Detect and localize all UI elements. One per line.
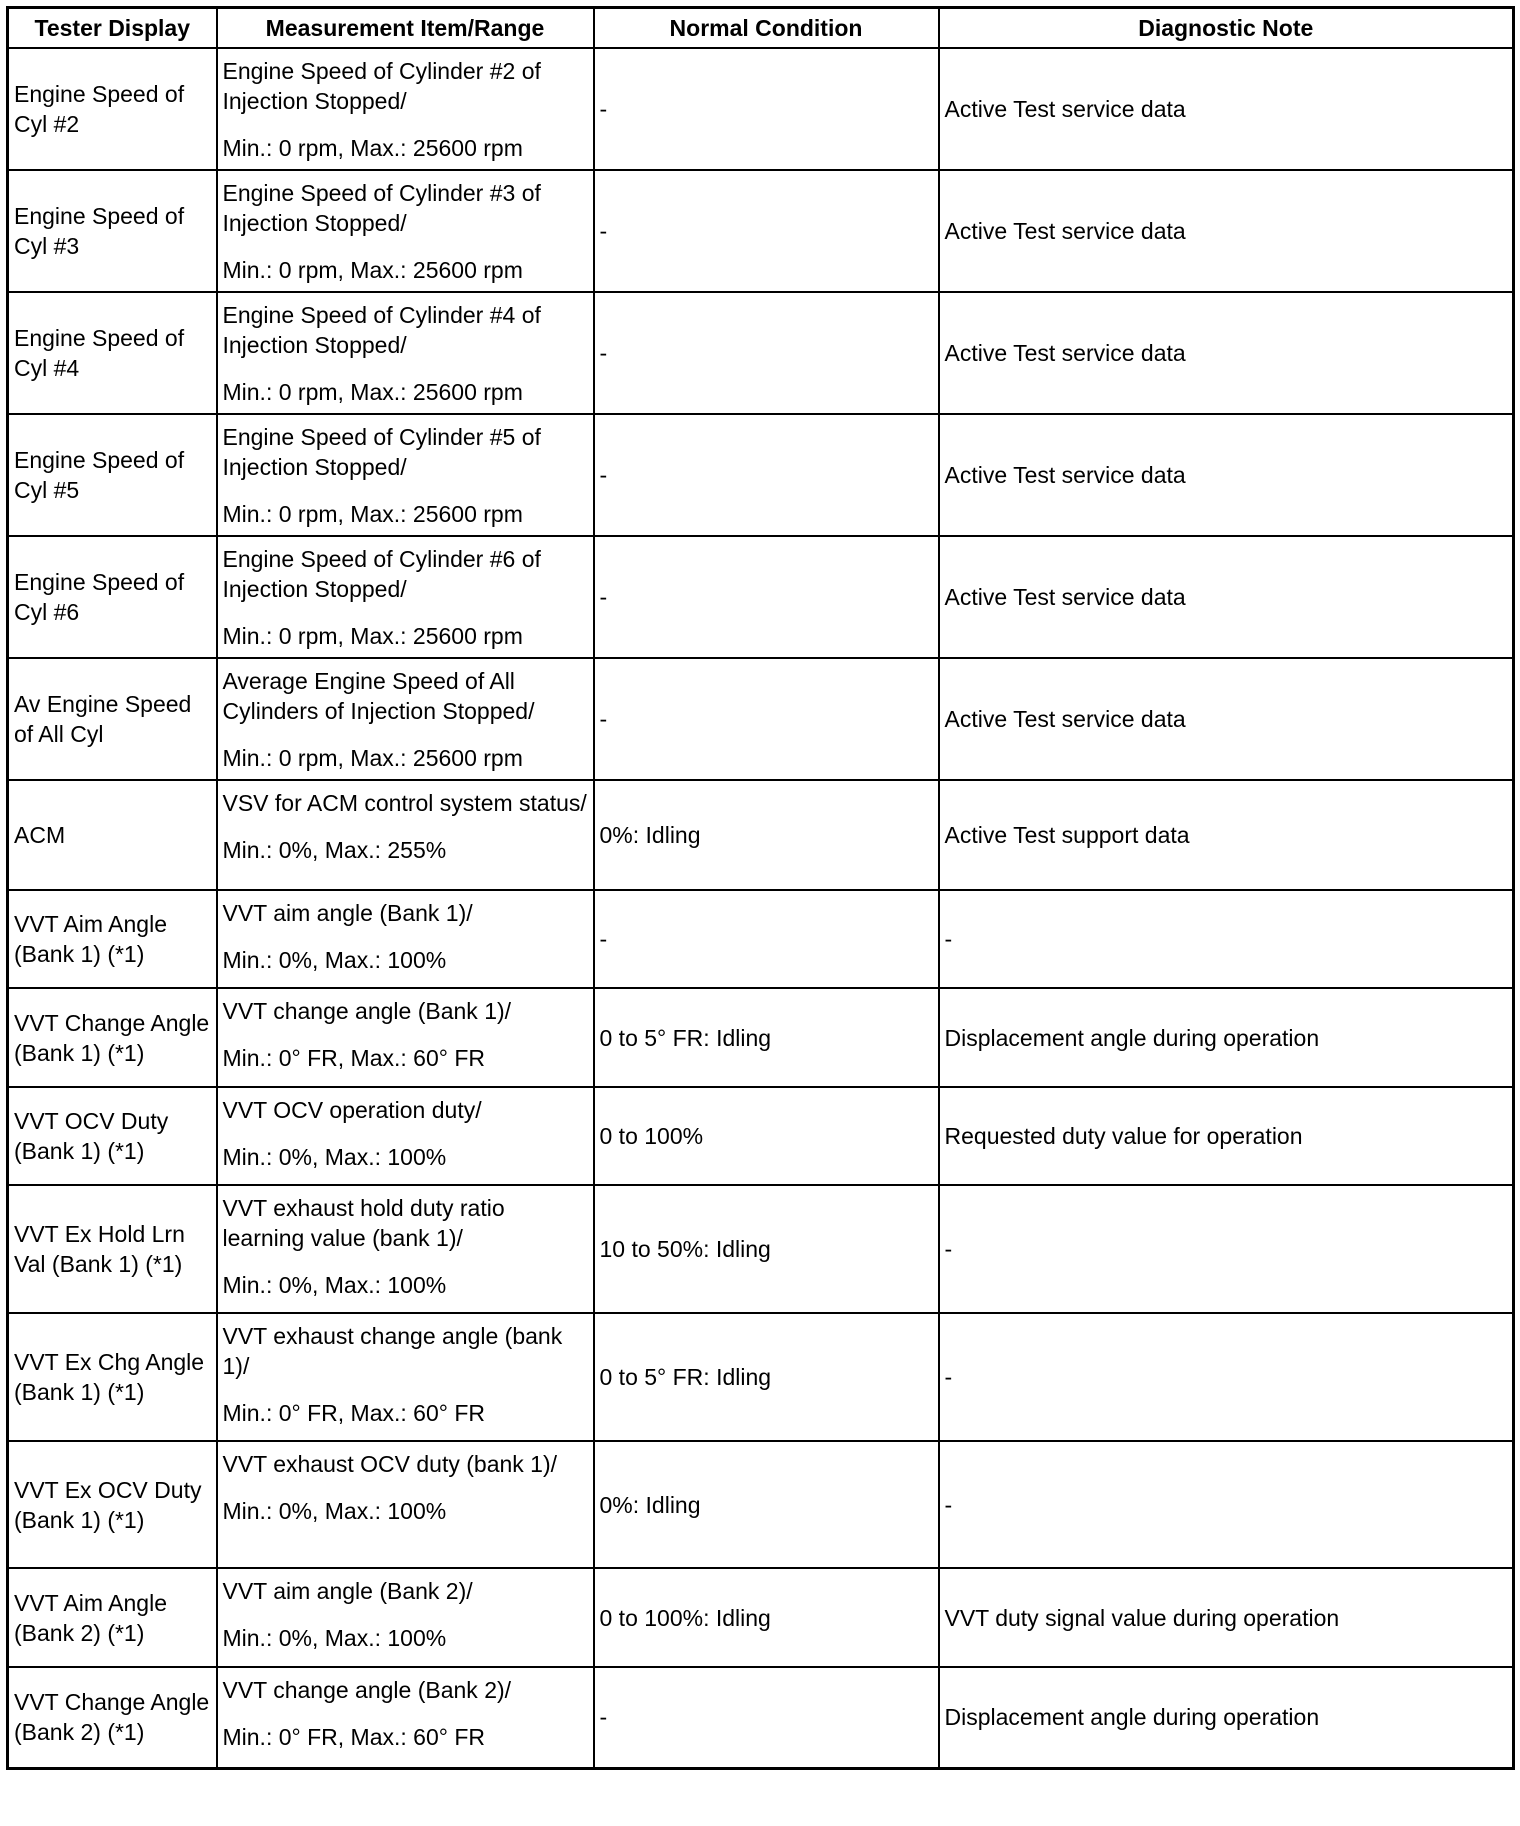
normal-condition-cell: - bbox=[594, 170, 939, 292]
measurement-range: Min.: 0° FR, Max.: 60° FR bbox=[222, 1724, 486, 1750]
measurement-cell bbox=[217, 988, 594, 1087]
diagnostic-note-cell: Displacement angle during operation bbox=[939, 988, 1514, 1087]
table-row bbox=[8, 292, 1514, 414]
diagnostic-note-cell: Active Test service data bbox=[939, 48, 1514, 170]
measurement-item: VVT exhaust OCV duty (bank 1)/ bbox=[222, 1451, 558, 1477]
measurement-cell bbox=[217, 1441, 594, 1568]
measurement-item: Average Engine Speed of All Cylinders of Injection Stopped/ bbox=[222, 668, 535, 724]
header-normal-condition: Normal Condition bbox=[594, 8, 939, 49]
diagnostic-note-cell: - bbox=[939, 1441, 1514, 1568]
measurement-range: Min.: 0 rpm, Max.: 25600 rpm bbox=[222, 135, 523, 161]
measurement-cell bbox=[217, 780, 594, 890]
diagnostic-note-cell: Active Test service data bbox=[939, 414, 1514, 536]
normal-condition-cell: 0 to 100%: Idling bbox=[594, 1568, 939, 1667]
tester-display-cell: VVT OCV Duty (Bank 1) (*1) bbox=[8, 1087, 217, 1185]
table-row bbox=[8, 780, 1514, 890]
diagnostic-note-cell: - bbox=[939, 1313, 1514, 1441]
measurement-cell bbox=[217, 658, 594, 780]
measurement-range: Min.: 0%, Max.: 100% bbox=[222, 1272, 447, 1298]
measurement-item: Engine Speed of Cylinder #2 of Injection Stopped/ bbox=[222, 58, 541, 114]
normal-condition-cell: - bbox=[594, 890, 939, 988]
diagnostic-note-cell: Active Test service data bbox=[939, 536, 1514, 658]
normal-condition-cell: - bbox=[594, 658, 939, 780]
measurement-cell bbox=[217, 1185, 594, 1313]
normal-condition-cell: - bbox=[594, 1667, 939, 1768]
measurement-item: VVT OCV operation duty/ bbox=[222, 1097, 482, 1123]
normal-condition-cell: 0%: Idling bbox=[594, 780, 939, 890]
table-row bbox=[8, 414, 1514, 536]
measurement-range: Min.: 0%, Max.: 100% bbox=[222, 1498, 447, 1524]
measurement-item: Engine Speed of Cylinder #6 of Injection Stopped/ bbox=[222, 546, 541, 602]
measurement-item: VVT exhaust change angle (bank 1)/ bbox=[222, 1323, 563, 1379]
tester-display-cell: VVT Aim Angle (Bank 1) (*1) bbox=[8, 890, 217, 988]
tester-display-cell: Engine Speed of Cyl #2 bbox=[8, 48, 217, 170]
measurement-item: VVT change angle (Bank 1)/ bbox=[222, 998, 512, 1024]
measurement-cell bbox=[217, 1313, 594, 1441]
tester-display-cell: VVT Ex OCV Duty (Bank 1) (*1) bbox=[8, 1441, 217, 1568]
table-row bbox=[8, 988, 1514, 1087]
measurement-range: Min.: 0%, Max.: 100% bbox=[222, 947, 447, 973]
tester-display-cell: VVT Change Angle (Bank 2) (*1) bbox=[8, 1667, 217, 1768]
data-list-table bbox=[6, 6, 1515, 1770]
tester-display-cell: VVT Ex Chg Angle (Bank 1) (*1) bbox=[8, 1313, 217, 1441]
header-tester-display: Tester Display bbox=[8, 8, 217, 49]
tester-display-cell: ACM bbox=[8, 780, 217, 890]
tester-display-cell: Engine Speed of Cyl #4 bbox=[8, 292, 217, 414]
normal-condition-cell: - bbox=[594, 48, 939, 170]
measurement-range: Min.: 0%, Max.: 100% bbox=[222, 1625, 447, 1651]
diagnostic-note-cell: - bbox=[939, 1185, 1514, 1313]
measurement-item: VVT aim angle (Bank 1)/ bbox=[222, 900, 473, 926]
measurement-range: Min.: 0° FR, Max.: 60° FR bbox=[222, 1045, 486, 1071]
table-row bbox=[8, 890, 1514, 988]
normal-condition-cell: 0 to 5° FR: Idling bbox=[594, 988, 939, 1087]
measurement-cell bbox=[217, 414, 594, 536]
diagnostic-note-cell: Active Test service data bbox=[939, 658, 1514, 780]
normal-condition-cell: - bbox=[594, 414, 939, 536]
diagnostic-note-cell: Active Test service data bbox=[939, 292, 1514, 414]
measurement-range: Min.: 0 rpm, Max.: 25600 rpm bbox=[222, 501, 523, 527]
measurement-cell bbox=[217, 1087, 594, 1185]
table-row bbox=[8, 1441, 1514, 1568]
table-row bbox=[8, 1313, 1514, 1441]
tester-display-cell: Av Engine Speed of All Cyl bbox=[8, 658, 217, 780]
normal-condition-cell: 10 to 50%: Idling bbox=[594, 1185, 939, 1313]
measurement-range: Min.: 0%, Max.: 255% bbox=[222, 837, 447, 863]
measurement-cell bbox=[217, 1667, 594, 1768]
diagnostic-note-cell: Displacement angle during operation bbox=[939, 1667, 1514, 1768]
tester-display-cell: Engine Speed of Cyl #6 bbox=[8, 536, 217, 658]
header-diagnostic-note: Diagnostic Note bbox=[939, 8, 1514, 49]
table-row bbox=[8, 1087, 1514, 1185]
tester-display-cell: VVT Aim Angle (Bank 2) (*1) bbox=[8, 1568, 217, 1667]
measurement-cell bbox=[217, 292, 594, 414]
measurement-item: VVT change angle (Bank 2)/ bbox=[222, 1677, 512, 1703]
diagnostic-note-cell: VVT duty signal value during operation bbox=[939, 1568, 1514, 1667]
measurement-item: Engine Speed of Cylinder #3 of Injection Stopped/ bbox=[222, 180, 541, 236]
measurement-range: Min.: 0 rpm, Max.: 25600 rpm bbox=[222, 623, 523, 649]
normal-condition-cell: 0 to 5° FR: Idling bbox=[594, 1313, 939, 1441]
measurement-range: Min.: 0 rpm, Max.: 25600 rpm bbox=[222, 745, 523, 771]
normal-condition-cell: 0%: Idling bbox=[594, 1441, 939, 1568]
data-list-table-container bbox=[6, 6, 1512, 1770]
diagnostic-note-cell: Active Test support data bbox=[939, 780, 1514, 890]
measurement-cell bbox=[217, 1568, 594, 1667]
tester-display-cell: Engine Speed of Cyl #5 bbox=[8, 414, 217, 536]
diagnostic-note-cell: Active Test service data bbox=[939, 170, 1514, 292]
normal-condition-cell: 0 to 100% bbox=[594, 1087, 939, 1185]
measurement-item: Engine Speed of Cylinder #4 of Injection Stopped/ bbox=[222, 302, 541, 358]
table-row bbox=[8, 170, 1514, 292]
table-row bbox=[8, 658, 1514, 780]
normal-condition-cell: - bbox=[594, 292, 939, 414]
measurement-item: VVT exhaust hold duty ratio learning value (bank 1)/ bbox=[222, 1195, 505, 1251]
table-row bbox=[8, 1667, 1514, 1768]
table-header-row bbox=[8, 8, 1514, 49]
measurement-cell bbox=[217, 890, 594, 988]
table-row bbox=[8, 536, 1514, 658]
table-row bbox=[8, 48, 1514, 170]
measurement-cell bbox=[217, 170, 594, 292]
table-row bbox=[8, 1568, 1514, 1667]
measurement-cell bbox=[217, 48, 594, 170]
diagnostic-note-cell: Requested duty value for operation bbox=[939, 1087, 1514, 1185]
table-row bbox=[8, 1185, 1514, 1313]
measurement-range: Min.: 0%, Max.: 100% bbox=[222, 1144, 447, 1170]
tester-display-cell: VVT Change Angle (Bank 1) (*1) bbox=[8, 988, 217, 1087]
measurement-item: Engine Speed of Cylinder #5 of Injection Stopped/ bbox=[222, 424, 541, 480]
measurement-cell bbox=[217, 536, 594, 658]
tester-display-cell: VVT Ex Hold Lrn Val (Bank 1) (*1) bbox=[8, 1185, 217, 1313]
measurement-item: VSV for ACM control system status/ bbox=[222, 790, 587, 816]
measurement-range: Min.: 0° FR, Max.: 60° FR bbox=[222, 1400, 486, 1426]
diagnostic-note-cell: - bbox=[939, 890, 1514, 988]
measurement-range: Min.: 0 rpm, Max.: 25600 rpm bbox=[222, 379, 523, 405]
measurement-range: Min.: 0 rpm, Max.: 25600 rpm bbox=[222, 257, 523, 283]
header-measurement-item: Measurement Item/Range bbox=[217, 8, 594, 49]
tester-display-cell: Engine Speed of Cyl #3 bbox=[8, 170, 217, 292]
normal-condition-cell: - bbox=[594, 536, 939, 658]
measurement-item: VVT aim angle (Bank 2)/ bbox=[222, 1578, 473, 1604]
